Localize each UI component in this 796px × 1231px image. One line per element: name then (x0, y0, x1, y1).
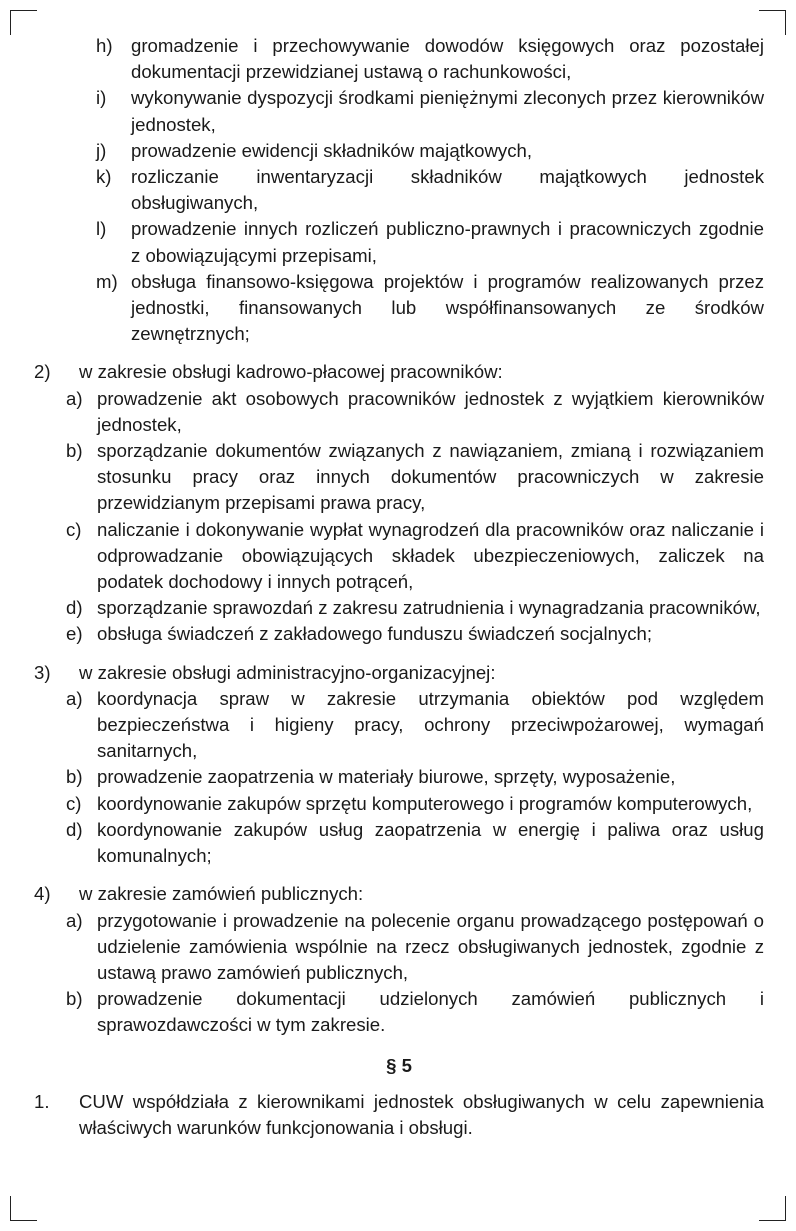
list-block-1 (34, 33, 764, 347)
item-text: gromadzenie i przechowywanie dowodów księgowych oraz pozostałej dokumentacji przewidzianej ustawą o rachunkowości, (131, 35, 764, 83)
section-4 (34, 881, 764, 1038)
item-label: e) (66, 623, 83, 645)
item-label: h) (96, 35, 113, 56)
list-item (34, 764, 764, 790)
item-text: rozliczanie inwentaryzacji składników majątkowych jednostek obsługiwanych, (131, 166, 764, 214)
item-text: obsługa finansowo-księgowa projektów i programów realizowanych przez jednostki, finansowanych lub współfinansowanych ze środków zewnętrznych; (131, 270, 764, 345)
item-text: wykonywanie dyspozycji środkami pieniężnymi zleconych przez kierowników jednostek, (131, 87, 764, 135)
item-label: b) (66, 766, 83, 788)
document-body (34, 33, 764, 1141)
list-item (34, 216, 764, 268)
section-label: 2) (34, 361, 51, 383)
list-item (34, 269, 764, 348)
list-item (34, 817, 764, 869)
list-item (34, 386, 764, 438)
section-title: w zakresie zamówień publicznych: (79, 883, 364, 905)
list-item (34, 986, 764, 1038)
section-heading (34, 359, 764, 385)
item-label: 1. (34, 1090, 50, 1112)
list-item (34, 791, 764, 817)
item-text: prowadzenie innych rozliczeń publiczno-prawnych i pracowniczych zgodnie z obowiązującymi przepisami, (131, 218, 764, 266)
item-text: koordynowanie zakupów usług zaopatrzenia w energię i paliwa oraz usług komunalnych; (97, 818, 764, 867)
list-item (34, 85, 764, 137)
item-label: a) (66, 687, 83, 709)
list-item (34, 438, 764, 517)
section-label: 3) (34, 661, 51, 683)
item-text: prowadzenie akt osobowych pracowników jednostek z wyjątkiem kierowników jednostek, (97, 387, 764, 435)
item-text: CUW współdziała z kierownikami jednostek obsługiwanych w celu zapewnienia właściwych warunków funkcjonowania i obsługi. (79, 1090, 764, 1138)
section-title: w zakresie obsługi administracyjno-organizacyjnej: (79, 661, 496, 683)
list-item (34, 621, 764, 647)
frame-corner-bottom-right (759, 1196, 786, 1221)
item-label: a) (66, 909, 83, 931)
frame-corner-top-right (759, 10, 786, 35)
item-text: przygotowanie i prowadzenie na polecenie organu prowadzącego postępowań o udzielenie zamówienia wspólnie na rzecz obsługiwanych jednostek, zgodnie z ustawą prawo zamówień publicznych, (97, 909, 764, 983)
item-label: k) (96, 166, 112, 188)
section-title: w zakresie obsługi kadrowo-płacowej pracowników: (79, 361, 503, 383)
item-text: prowadzenie zaopatrzenia w materiały biurowe, sprzęty, wyposażenie, (97, 766, 676, 788)
final-item (34, 1089, 764, 1141)
list-item (34, 686, 764, 765)
list-item (34, 908, 764, 987)
item-text: koordynacja spraw w zakresie utrzymania obiektów pod względem bezpieczeństwa i higieny pracy, ochrony przeciwpożarowej, wymagań sanitarnych, (97, 687, 764, 762)
item-label: c) (66, 792, 82, 814)
section-label: 4) (34, 883, 51, 905)
item-text: obsługa świadczeń z zakładowego funduszu świadczeń socjalnych; (97, 623, 653, 645)
list-item (34, 595, 764, 621)
item-label: m) (96, 270, 118, 292)
item-label: j) (96, 139, 107, 161)
frame-corner-top-left (10, 10, 37, 35)
frame-corner-bottom-left (10, 1196, 37, 1221)
paragraph-heading: § 5 (386, 1054, 412, 1076)
item-text: prowadzenie dokumentacji udzielonych zamówień publicznych i sprawozdawczości w tym zakresie. (97, 988, 764, 1036)
item-text: naliczanie i dokonywanie wypłat wynagrodzeń dla pracowników oraz naliczanie i odprowadzanie obowiązujących składek ubezpieczeniowych, zaliczek na podatek dochodowy i innych potrąceń, (97, 518, 764, 593)
list-item (34, 33, 764, 85)
list-item (34, 164, 764, 216)
item-label: i) (96, 87, 107, 109)
item-text: sporządzanie dokumentów związanych z nawiązaniem, zmianą i rozwiązaniem stosunku pracy oraz innych dokumentów pracowniczych w zakresie przewidzianym przepisami prawa pracy, (97, 440, 764, 514)
item-text: prowadzenie ewidencji składników majątkowych, (131, 139, 532, 161)
list-item (34, 517, 764, 596)
item-label: d) (66, 818, 83, 840)
section-3 (34, 660, 764, 870)
item-label: d) (66, 597, 83, 619)
item-label: b) (66, 440, 83, 462)
section-heading (34, 881, 764, 907)
section-heading (34, 660, 764, 686)
item-label: l) (96, 218, 107, 240)
section-2 (34, 359, 764, 647)
item-text: sporządzanie sprawozdań z zakresu zatrudnienia i wynagradzania pracowników, (97, 597, 761, 619)
list-item (34, 138, 764, 164)
item-text: koordynowanie zakupów sprzętu komputerowego i programów komputerowych, (97, 792, 753, 814)
item-label: b) (66, 988, 83, 1010)
item-label: a) (66, 387, 83, 409)
item-label: c) (66, 518, 82, 540)
